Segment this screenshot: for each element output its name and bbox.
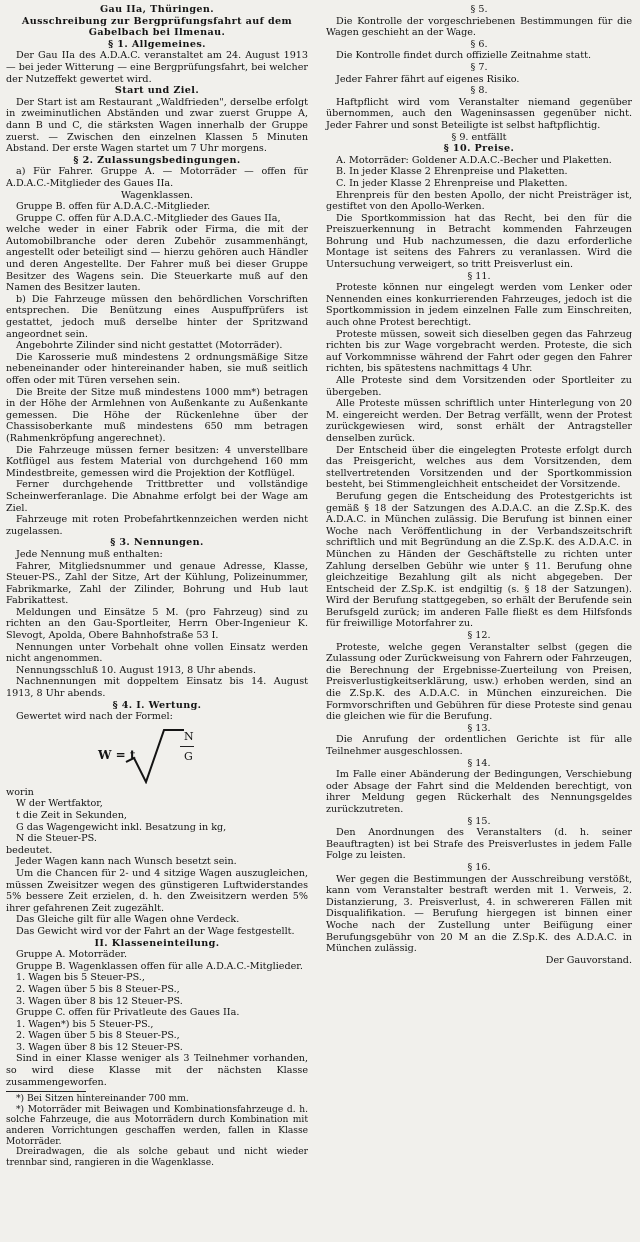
paragraph: Gewertet wird nach der Formel:	[16, 711, 173, 723]
formula-denominator: G	[184, 749, 193, 763]
paragraph: Angebohrte Zilinder sind nicht gestattet (Motorräder).	[16, 340, 283, 352]
paragraph: Haftpflicht wird vom Veranstalter niemand gegenüber übernommen, auch den Wageninsassen gegenüber nicht. Jeder Fahrer und sonst Beteiligte ist selbst haftpflichtig.	[326, 96, 632, 131]
paragraph: Fahrer, Mitgliedsnummer und genaue Adresse, Klasse, Steuer-PS., Zahl der Sitze, Art der Kühlung, Polizeinummer, Fabrikmarke, Zahl der Zilinder, Bohrung und Hub laut Fabrikattest.	[6, 560, 308, 607]
paragraph: Jede Nennung muß enthalten:	[16, 548, 163, 560]
paragraph: B. In jeder Klasse 2 Ehrenpreise und Plaketten.	[336, 166, 568, 178]
paragraph: Berufung gegen die Entscheidung des Protestgerichts ist gemäß § 18 der Satzungen des A.D.A.C. an die Z.Sp.K. des A.D.A.C. in München zulässig. Die Berufung ist binnen einer Woche nach Veröffentlichung in der Verbandszeitschrift schriftlich und mit Begründung an die Z.Sp.K. des A.D.A.C. in München zu Händen der Geschäftstelle zu richten unter Zahlung derselben Gebühr wie unter § 11. Berufung ohne gleichzeitige Bezahlung gilt als nicht abgegeben. Der Entscheid der Z.Sp.K. ist endgiltig (s. § 18 der Satzungen). Wird der Berufung stattgegeben, so erhält der Berufende sein Berufsgeld zurück; im anderen Falle fließt es dem Hilfsfonds für freiwillige Motorfahrer zu.	[326, 490, 632, 630]
paragraph: Ferner durchgehende Trittbretter und vollständige Scheinwerferanlage. Die Abnahme erfolgt bei der Wage am Ziel.	[6, 479, 308, 514]
paragraph: Wer gegen die Bestimmungen der Ausschreibung verstößt, kann vom Veranstalter bestraft werden mit 1. Verweis, 2. Distanzierung, 3. Preisverlust, 4. in schwereren Fällen mit Disqualifikation. — Berufung hiergegen ist binnen einer Woche nach der Zustellung unter Beifügung einer Berufungsgebühr von 20 M an die Z.Sp.K. des A.D.A.C. in München zulässig.	[326, 873, 632, 955]
paragraph: 1. Wagen bis 5 Steuer-PS.,	[16, 972, 145, 984]
paragraph: Gruppe B. offen für A.D.A.C.-Mitglieder.	[16, 201, 211, 213]
paragraph: Alle Proteste müssen schriftlich unter Hinterlegung von 20 M. eingereicht werden. Der Betrag verfällt, wenn der Protest zurückgewiesen wird, sonst erhält der Antragsteller denselben zurück.	[326, 398, 632, 444]
paragraph: Jeder Fahrer fährt auf eigenes Risiko.	[336, 73, 520, 85]
section-heading: Ausschreibung zur Bergprüfungsfahrt auf dem Gabelbach bei Ilmenau.	[21, 15, 293, 39]
right-column-body	[326, 4, 632, 966]
paragraph: Gruppe C. offen für Privatleute des Gaues IIa.	[16, 1007, 240, 1019]
paragraph: 3. Wagen über 8 bis 12 Steuer-PS.	[16, 1041, 183, 1053]
paragraph: Gruppe C. offen für A.D.A.C.-Mitglieder des Gaues IIa,	[16, 212, 281, 224]
paragraph: Der Entscheid über die eingelegten Proteste erfolgt durch das Preisgericht, welches aus dem Vorsitzenden, dem stellvertretenden Vorsitzenden und der Sportkommission besteht, bei Stimmengleichheit entscheidet der Vorsitzende.	[326, 444, 632, 491]
right-column	[326, 4, 632, 966]
paragraph: Nachnennungen mit doppeltem Einsatz bis 14. August 1913, 8 Uhr abends.	[6, 676, 308, 700]
section-heading: § 1. Allgemeines.	[108, 38, 206, 50]
section-heading: § 11.	[467, 270, 491, 282]
paragraph: Das Gewicht wird vor der Fahrt an der Wage festgestellt.	[16, 925, 295, 937]
paragraph: Den Anordnungen des Veranstalters (d. h. seiner Beauftragten) ist bei Strafe des Preisverlustes in jedem Falle Folge zu leisten.	[326, 827, 632, 862]
section-heading: § 13.	[467, 722, 491, 734]
section-heading: § 2. Zulassungsbedingungen.	[73, 154, 241, 166]
paragraph: Das Gleiche gilt für alle Wagen ohne Verdeck.	[16, 914, 240, 926]
formula	[6, 724, 308, 786]
paragraph: G das Wagengewicht inkl. Besatzung in kg,	[16, 821, 227, 833]
paragraph: Im Falle einer Abänderung der Bedingungen, Verschiebung oder Absage der Fahrt sind die Meldenden berechtigt, von ihrer Meldung gegen Rückerhalt des Nennungsgeldes zurückzutreten.	[326, 769, 632, 815]
paragraph: *) Bei Sitzen hintereinander 700 mm.	[16, 1094, 189, 1105]
paragraph: Meldungen und Einsätze 5 M. (pro Fahrzeug) sind zu richten an den Gau-Sportleiter, Herrn Ober-Ingenieur K. Slevogt, Apolda, Obere Bahnhofstraße 53 I.	[6, 606, 308, 642]
section-heading: § 7.	[470, 61, 488, 73]
paragraph: Die Karosserie muß mindestens 2 ordnungsmäßige Sitze nebeneinander oder hintereinander haben, sie muß seitlich offen oder mit Türen versehen sein.	[6, 351, 308, 386]
section-heading: § 5.	[470, 4, 488, 15]
paragraph: 3. Wagen über 8 bis 12 Steuer-PS.	[16, 995, 183, 1007]
paragraph: Die Fahrzeuge müssen ferner besitzen: 4 unverstellbare Kotflügel aus festem Material von durchgehend 160 mm Mindestbreite, gemessen wird die Projektion der Kotflügel.	[6, 444, 308, 479]
paragraph: Der Start ist am Restaurant „Waldfrieden", derselbe erfolgt in zweiminutlichen Abständen und zwar zuerst Gruppe A, dann B und C, die stärksten Wagen innerhalb der Gruppe zuerst. — Zwischen den einzelnen Klassen 5 Minuten Abstand. Der erste Wagen startet um 7 Uhr morgens.	[6, 96, 308, 155]
paragraph: Fahrzeuge mit roten Probefahrtkennzeichen werden nicht zugelassen.	[6, 514, 308, 537]
paragraph: 1. Wagen*) bis 5 Steuer-PS.,	[16, 1018, 154, 1030]
paragraph: *) Motorräder mit Beiwagen und Kombinationsfahrzeuge d. h. solche Fahrzeuge, die aus Motorrädern durch Kombination mit anderen Vorrichtungen geschaffen werden, fallen in Klasse Motorräder.	[6, 1104, 308, 1147]
paragraph: 2. Wagen über 5 bis 8 Steuer-PS.,	[16, 983, 180, 995]
paragraph: bedeutet.	[6, 844, 53, 856]
square-root-sign	[124, 728, 184, 784]
left-column-upper	[6, 4, 308, 723]
section-heading: § 14.	[467, 757, 491, 769]
footnotes	[6, 1094, 308, 1168]
section-heading: § 8.	[470, 85, 488, 97]
section-heading: § 4. I. Wertung.	[112, 699, 202, 711]
paragraph: Nennungsschluß 10. August 1913, 8 Uhr abends.	[16, 664, 256, 676]
paragraph: Jeder Wagen kann nach Wunsch besetzt sein.	[16, 856, 237, 868]
paragraph: Die Anrufung der ordentlichen Gerichte ist für alle Teilnehmer ausgeschlossen.	[326, 734, 632, 757]
paragraph: welche weder in einer Fabrik oder Firma, die mit der Automobilbranche oder deren Zubehör zusammenhängt, angestellt oder beteiligt sind — hierzu gehören auch Händler und deren Angestellte. Der Fahrer muß bei dieser Gruppe Besitzer des Wagens sein. Die Steuerkarte muß auf den Namen des Besitzer lauten.	[6, 224, 308, 294]
paragraph: Proteste können nur eingelegt werden vom Lenker oder Nennenden eines konkurrierenden Fahrzeuges, jedoch ist die Sportkommission in jedem einzelnen Falle zum Einschreiten, auch ohne Protest berechtigt.	[326, 282, 632, 329]
section-heading: § 6.	[470, 38, 488, 50]
paragraph: worin	[6, 786, 34, 798]
paragraph: Proteste müssen, soweit sich dieselben gegen das Fahrzeug richten bis zur Wage vorgebracht werden. Proteste, die sich auf Vorkommnisse während der Fahrt oder gegen den Fahrer richten, bis spätestens nachmittags 4 Uhr.	[326, 328, 632, 375]
section-heading: § 3. Nennungen.	[110, 537, 204, 549]
section-heading: § 10. Preise.	[443, 143, 515, 155]
paragraph: Sind in einer Klasse weniger als 3 Teilnehmer vorhanden, so wird diese Klasse mit der nächsten Klasse zusammengeworfen.	[6, 1053, 308, 1088]
paragraph: Die Kontrolle der vorgeschriebenen Bestimmungen für die Wagen geschieht an der Wage.	[326, 15, 632, 39]
footnote-rule	[6, 1091, 86, 1092]
paragraph: W der Wertfaktor,	[16, 798, 103, 810]
formula-numerator: N	[184, 729, 194, 743]
paragraph: t die Zeit in Sekunden,	[16, 810, 127, 821]
section-heading: II. Klasseneinteilung.	[94, 937, 220, 949]
section-heading: Wagenklassen.	[120, 189, 194, 201]
section-heading: § 12.	[467, 630, 491, 642]
section-heading: § 15.	[467, 815, 491, 827]
paragraph: Dreiradwagen, die als solche gebaut und nicht wieder trennbar sind, rangieren in die Wagenklasse.	[6, 1147, 308, 1168]
paragraph: Um die Chancen für 2- und 4 sitzige Wagen auszugleichen, müssen Zweisitzer wegen des günstigeren Luftwiderstandes 5% bessere Zeit erzielen, d. h. den Zweisitzern werden 5% ihrer gefahrenen Zeit zugezählt.	[6, 867, 308, 914]
paragraph: 2. Wagen über 5 bis 8 Steuer-PS.,	[16, 1030, 180, 1042]
paragraph: Gruppe A. Motorräder.	[16, 949, 127, 961]
paragraph: Die Sportkommission hat das Recht, bei den für die Preiszuerkennung in Betracht kommenden Fahrzeugen Bohrung und Hub nachzumessen, die dazu erforderliche Montage ist seitens des Fahrers zu veranlassen. Wird die Untersuchung verweigert, so tritt Preisverlust ein.	[326, 212, 632, 271]
left-column-lower	[6, 787, 308, 1088]
section-heading: Start und Ziel.	[114, 85, 200, 97]
paragraph: C. In jeder Klasse 2 Ehrenpreise und Plaketten.	[336, 177, 568, 189]
section-heading: § 9. entfällt	[451, 131, 507, 143]
paragraph: N die Steuer-PS.	[16, 833, 97, 845]
paragraph: b) Die Fahrzeuge müssen den behördlichen Vorschriften entsprechen. Die Benützung eines Auspuffprüfers ist gestattet, jedoch muß derselbe hinter der Spritzwand angeordnet sein.	[6, 293, 308, 340]
paragraph: Der Gauvorstand.	[545, 954, 632, 966]
paragraph: Gruppe B. Wagenklassen offen für alle A.D.A.C.-Mitglieder.	[16, 960, 303, 972]
paragraph: Alle Proteste sind dem Vorsitzenden oder Sportleiter zu übergeben.	[326, 375, 632, 398]
paragraph: Die Kontrolle findet durch offizielle Zeitnahme statt.	[336, 50, 591, 62]
section-heading: § 16.	[467, 861, 491, 873]
fraction-bar	[180, 746, 194, 747]
paragraph: Proteste, welche gegen Veranstalter selbst (gegen die Zulassung oder Zurückweisung von Fahrern oder Fahrzeugen, die Berechnung der Ergebnisse-Zuerteilung von Preisen, Preisverlustigkeitserklärung, usw.) erhoben werden, sind an die Z.Sp.K. des A.D.A.C. in München einzureichen. Die Formvorschriften und Gebühren für diese Proteste sind genau die gleichen wie für die Berufung.	[326, 641, 632, 723]
paragraph: Nennungen unter Vorbehalt ohne vollen Einsatz werden nicht angenommen.	[6, 641, 308, 665]
paragraph: a) Für Fahrer. Gruppe A. — Motorräder — offen für A.D.A.C.-Mitglieder des Gaues IIa.	[6, 166, 308, 189]
paragraph: Ehrenpreis für den besten Apollo, der nicht Preisträger ist, gestiftet von den Apollo-Werken.	[326, 189, 632, 213]
left-column	[6, 4, 308, 1168]
paragraph: Die Breite der Sitze muß mindestens 1000 mm*) betragen in der Höhe der Armlehnen von Außenkante zu Außenkante gemessen. Die Höhe der Rückenlehne über der Chassisoberkante muß mindestens 650 mm betragen (Rahmenkröpfung angerechnet).	[6, 386, 308, 444]
section-heading: Gau IIa, Thüringen.	[99, 4, 215, 15]
paragraph: A. Motorräder: Goldener A.D.A.C.-Becher und Plaketten.	[336, 154, 612, 166]
paragraph: Der Gau IIa des A.D.A.C. veranstaltet am 24. August 1913 — bei jeder Witterung — eine Bergprüfungsfahrt, bei welcher der Nutzeffekt gewertet wird.	[6, 50, 308, 85]
formula-lhs: W = t	[98, 747, 136, 762]
